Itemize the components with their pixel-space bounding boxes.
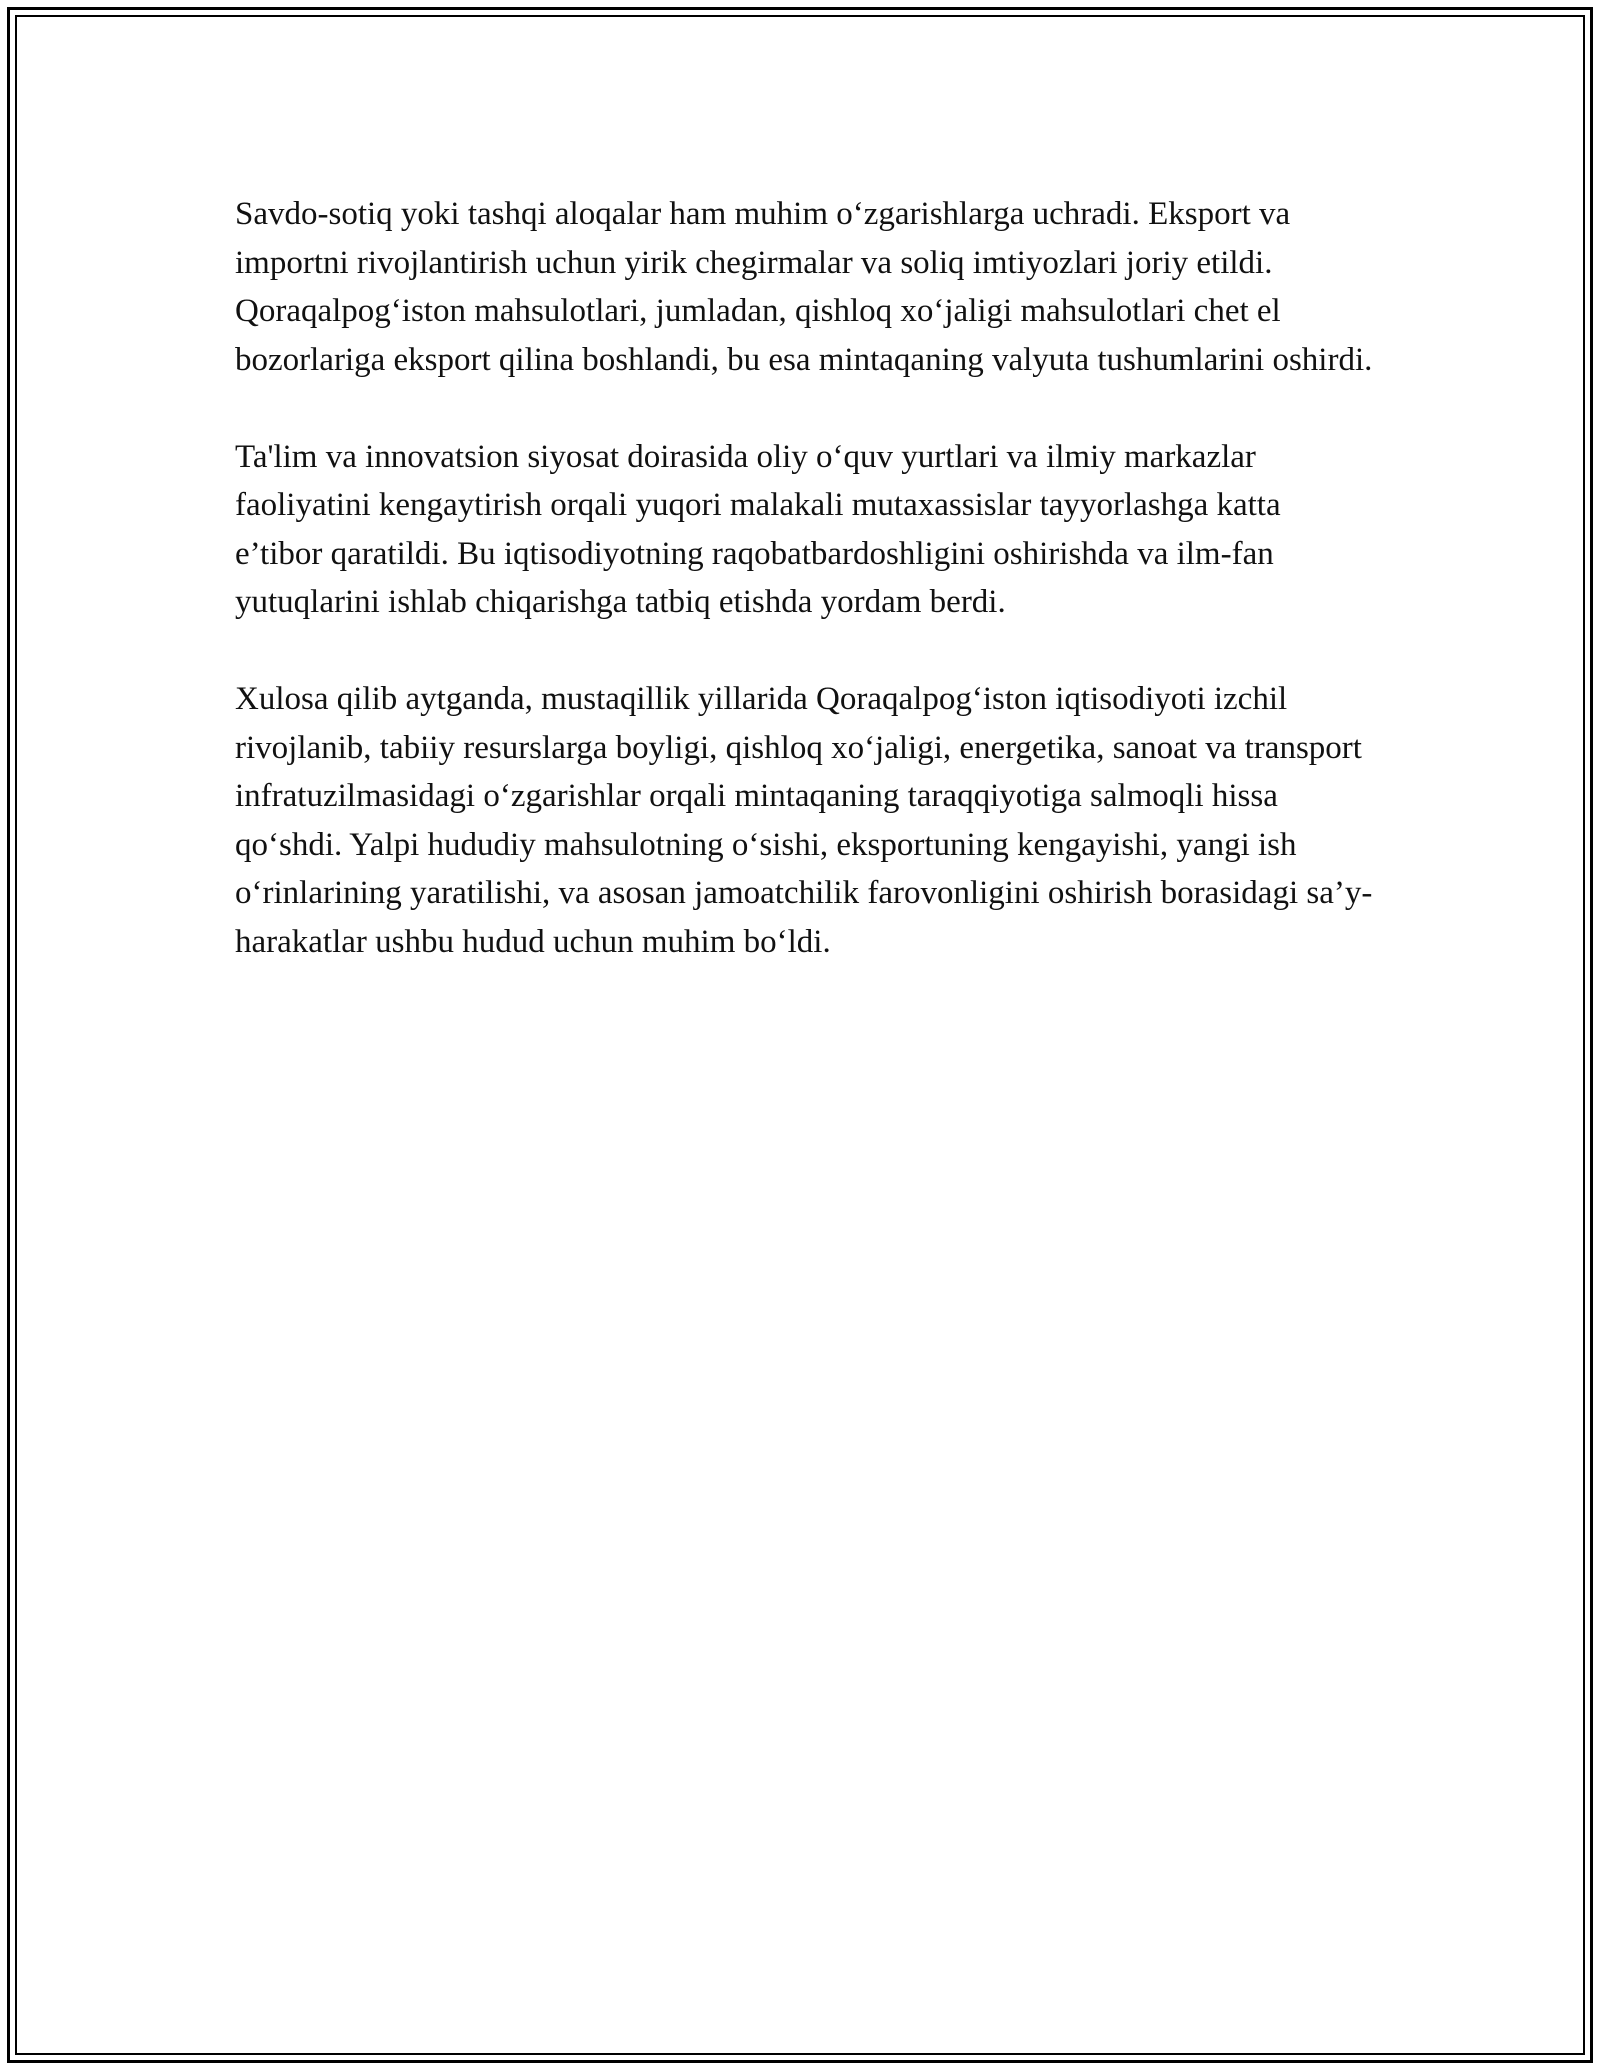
document-body bbox=[235, 190, 1375, 1015]
paragraph-education: Ta'lim va innovatsion siyosat doirasida oliy o‘quv yurtlari va ilmiy markazlar faoliyatini kengaytirish orqali yuqori malakali mutaxassislar tayyorlashga katta e’tibor qaratildi. Bu iqtisodiyotning raqobatbardoshligini oshirishda va ilm-fan yutuqlarini ishlab chiqarishga tatbiq etishda yordam berdi. bbox=[235, 438, 1281, 620]
paragraph-conclusion: Xulosa qilib aytganda, mustaqillik yillarida Qoraqalpog‘iston iqtisodiyoti izchil rivojlanib, tabiiy resurslarga boyligi, qishloq xo‘jaligi, energetika, sanoat va transport infratuzilmasidagi o‘zgarishlar orqali mintaqaning taraqqiyotiga salmoqli hissa qo‘shdi. Yalpi hududiy mahsulotning o‘sishi, eksportuning kengayishi, yangi ish o‘rinlarining yaratilishi, va asosan jamoatchilik farovonligini oshirish borasidagi sa’y-harakatlar ushbu hudud uchun muhim bo‘ldi. bbox=[235, 681, 1373, 960]
paragraph-trade: Savdo-sotiq yoki tashqi aloqalar ham muhim o‘zgarishlarga uchradi. Eksport va importni rivojlantirish uchun yirik chegirmalar va soliq imtiyozlari joriy etildi. Qoraqalpog‘iston mahsulotlari, jumladan, qishloq xo‘jaligi mahsulotlari chet el bozorlariga eksport qilina boshlandi, bu esa mintaqaning valyuta tushumlarini oshirdi. bbox=[235, 196, 1373, 378]
